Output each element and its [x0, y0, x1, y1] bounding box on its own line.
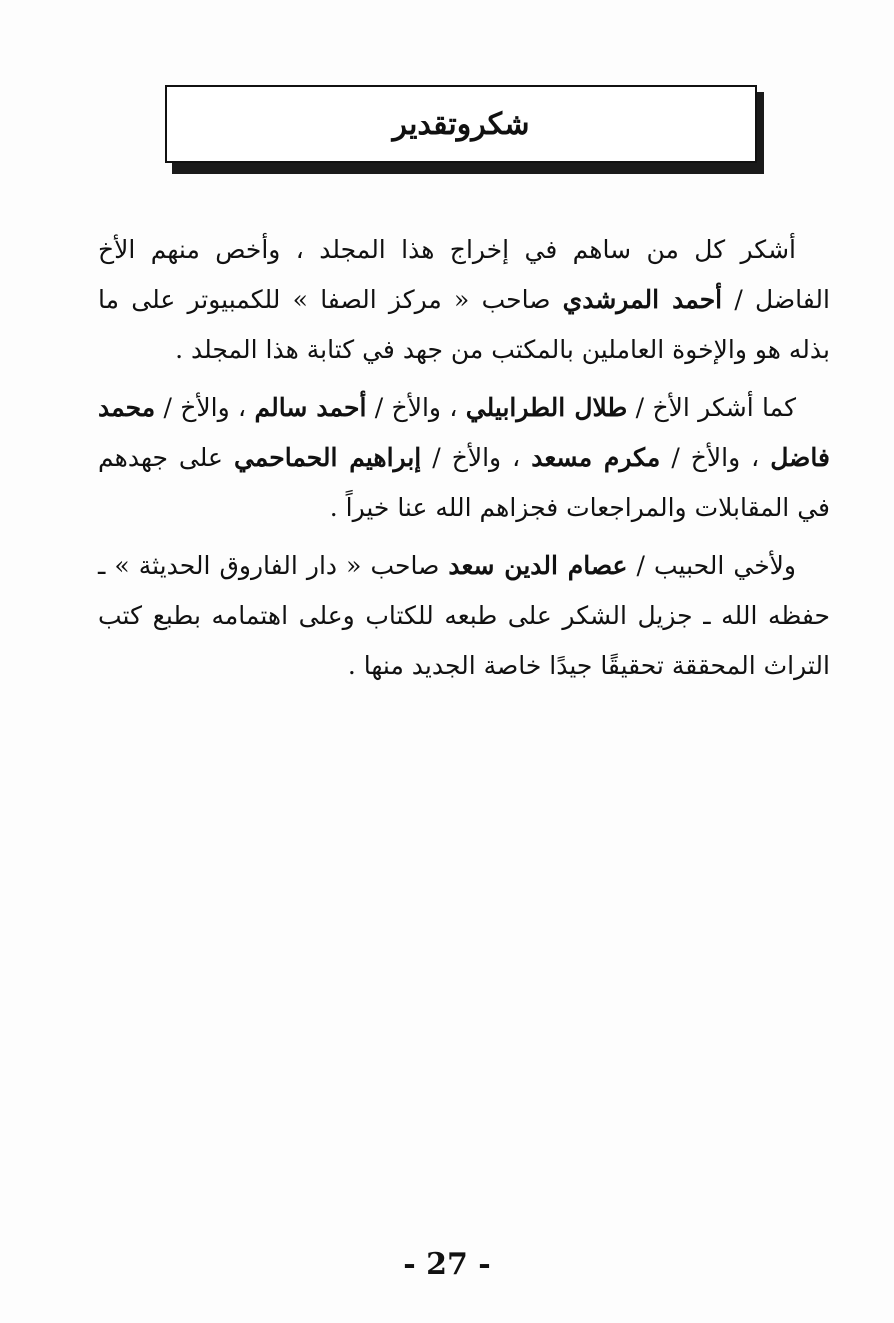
paragraph-2-text-6: على جهدهم في المقابلات والمراجعات فجزاهم الله عنا خيراً .	[98, 443, 830, 522]
paragraph-3-text-2: صاحب « دار الفاروق الحديثة » ـ حفظه الله ـ جزيل الشكر على طبعه للكتاب وعلى اهتمامه بطبع كتب التراث المحققة تحقيقًا جيدًا خاصة الجديد منها .	[98, 551, 830, 680]
paragraph-2-text-4: ، والأخ /	[660, 443, 771, 472]
paragraph-2-name-1: طلال الطرابيلي	[465, 393, 628, 422]
paragraph-2-name-5: إبراهيم الحماحمي	[233, 443, 422, 472]
paragraph-2-text-3: ، والأخ /	[155, 393, 255, 422]
paragraph-2-name-4: مكرم مسعد	[531, 443, 661, 472]
paragraph-2-text-1: كما أشكر الأخ /	[627, 393, 796, 422]
paragraph-1-text-1: أشكر كل من ساهم في إخراج هذا المجلد ، وأخص منهم الأخ الفاضل /	[98, 235, 830, 314]
paragraph-2-name-2: أحمد سالم	[254, 393, 367, 422]
paragraph-2-name-3: محمد فاضل	[98, 393, 830, 472]
paragraph-2-text-5: ، والأخ /	[421, 443, 532, 472]
paragraph-2	[98, 383, 830, 533]
paragraph-3-name-1: عصام الدين سعد	[448, 551, 628, 580]
title-box	[165, 85, 757, 163]
page-title: شكروتقدير	[392, 106, 530, 142]
body-text	[98, 225, 830, 699]
paragraph-3	[98, 541, 830, 691]
paragraph-1	[98, 225, 830, 375]
paragraph-3-text-1: ولأخي الحبيب /	[627, 551, 796, 580]
paragraph-2-text-2: ، والأخ /	[366, 393, 466, 422]
page-number: - 27 -	[403, 1247, 491, 1282]
paragraph-1-name-1: أحمد المرشدي	[562, 285, 723, 314]
paragraph-1-text-2: صاحب « مركز الصفا » للكمبيوتر على ما بذله هو والإخوة العاملين بالمكتب من جهد في كتابة هذا المجلد .	[98, 285, 830, 364]
